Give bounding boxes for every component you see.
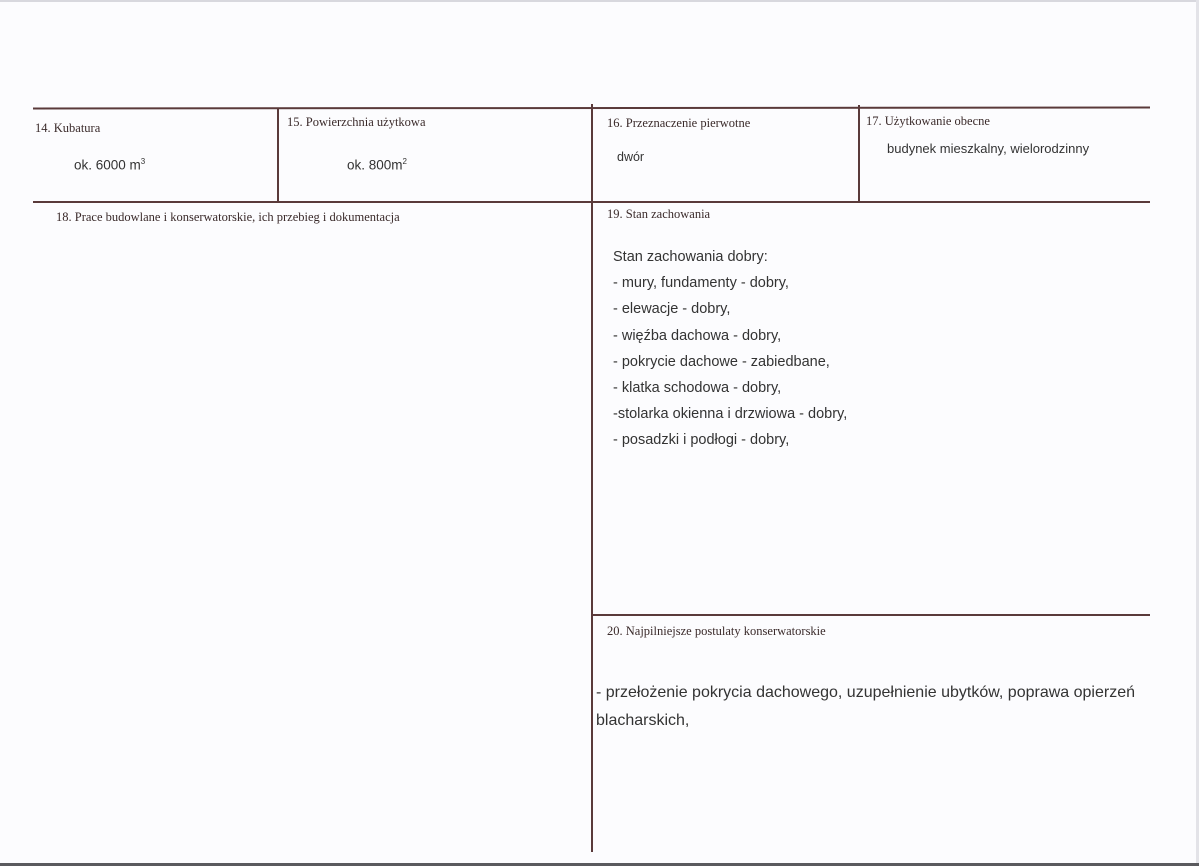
field-17-label: 17. Użytkowanie obecne xyxy=(866,114,990,128)
state-line: -stolarka okienna i drzwiowa - dobry, xyxy=(613,406,848,423)
state-line: - posadzki i podłogi - dobry, xyxy=(613,432,790,449)
grid-divider-14-15 xyxy=(277,108,279,202)
state-line: - elewacje - dobry, xyxy=(613,301,731,318)
field-20-value: - przełożenie pokrycia dachowego, uzupełnienie ubytków, poprawa opierzeń blacharskich, xyxy=(596,684,1135,729)
grid-line-lower xyxy=(592,614,1150,616)
state-line: - mury, fundamenty - dobry, xyxy=(613,275,789,292)
field-14-label: 14. Kubatura xyxy=(35,121,101,135)
grid-divider-16-17 xyxy=(858,105,860,201)
field-14-value-sup: 3 xyxy=(140,157,146,166)
field-19-label: 19. Stan zachowania xyxy=(607,207,711,221)
field-14-value xyxy=(74,157,145,173)
grid-divider-center xyxy=(591,104,593,852)
field-16-value: dwór xyxy=(617,150,645,164)
field-15-value xyxy=(347,157,407,173)
field-18-label: 18. Prace budowlane i konserwatorskie, ich przebieg i dokumentacja xyxy=(56,210,400,224)
field-16-label: 16. Przeznaczenie pierwotne xyxy=(607,116,751,130)
field-15-value-text: ok. 800m xyxy=(347,157,403,173)
field-20-label: 20. Najpilniejsze postulaty konserwatorskie xyxy=(607,624,826,638)
field-15-value-sup: 2 xyxy=(402,157,407,166)
field-17-value: budynek mieszkalny, wielorodzinny xyxy=(887,141,1090,156)
field-14-value-text: ok. 6000 m xyxy=(74,157,141,173)
field-15-label: 15. Powierzchnia użytkowa xyxy=(287,115,426,129)
state-line: - pokrycie dachowe - zabiedbane, xyxy=(613,353,830,370)
card-edge-top xyxy=(0,0,1199,2)
state-line: Stan zachowania dobry: xyxy=(613,249,768,265)
state-line: - więźba dachowa - dobry, xyxy=(613,327,782,344)
state-line: - klatka schodowa - dobry, xyxy=(613,380,782,397)
field-19-state-list xyxy=(613,244,847,454)
